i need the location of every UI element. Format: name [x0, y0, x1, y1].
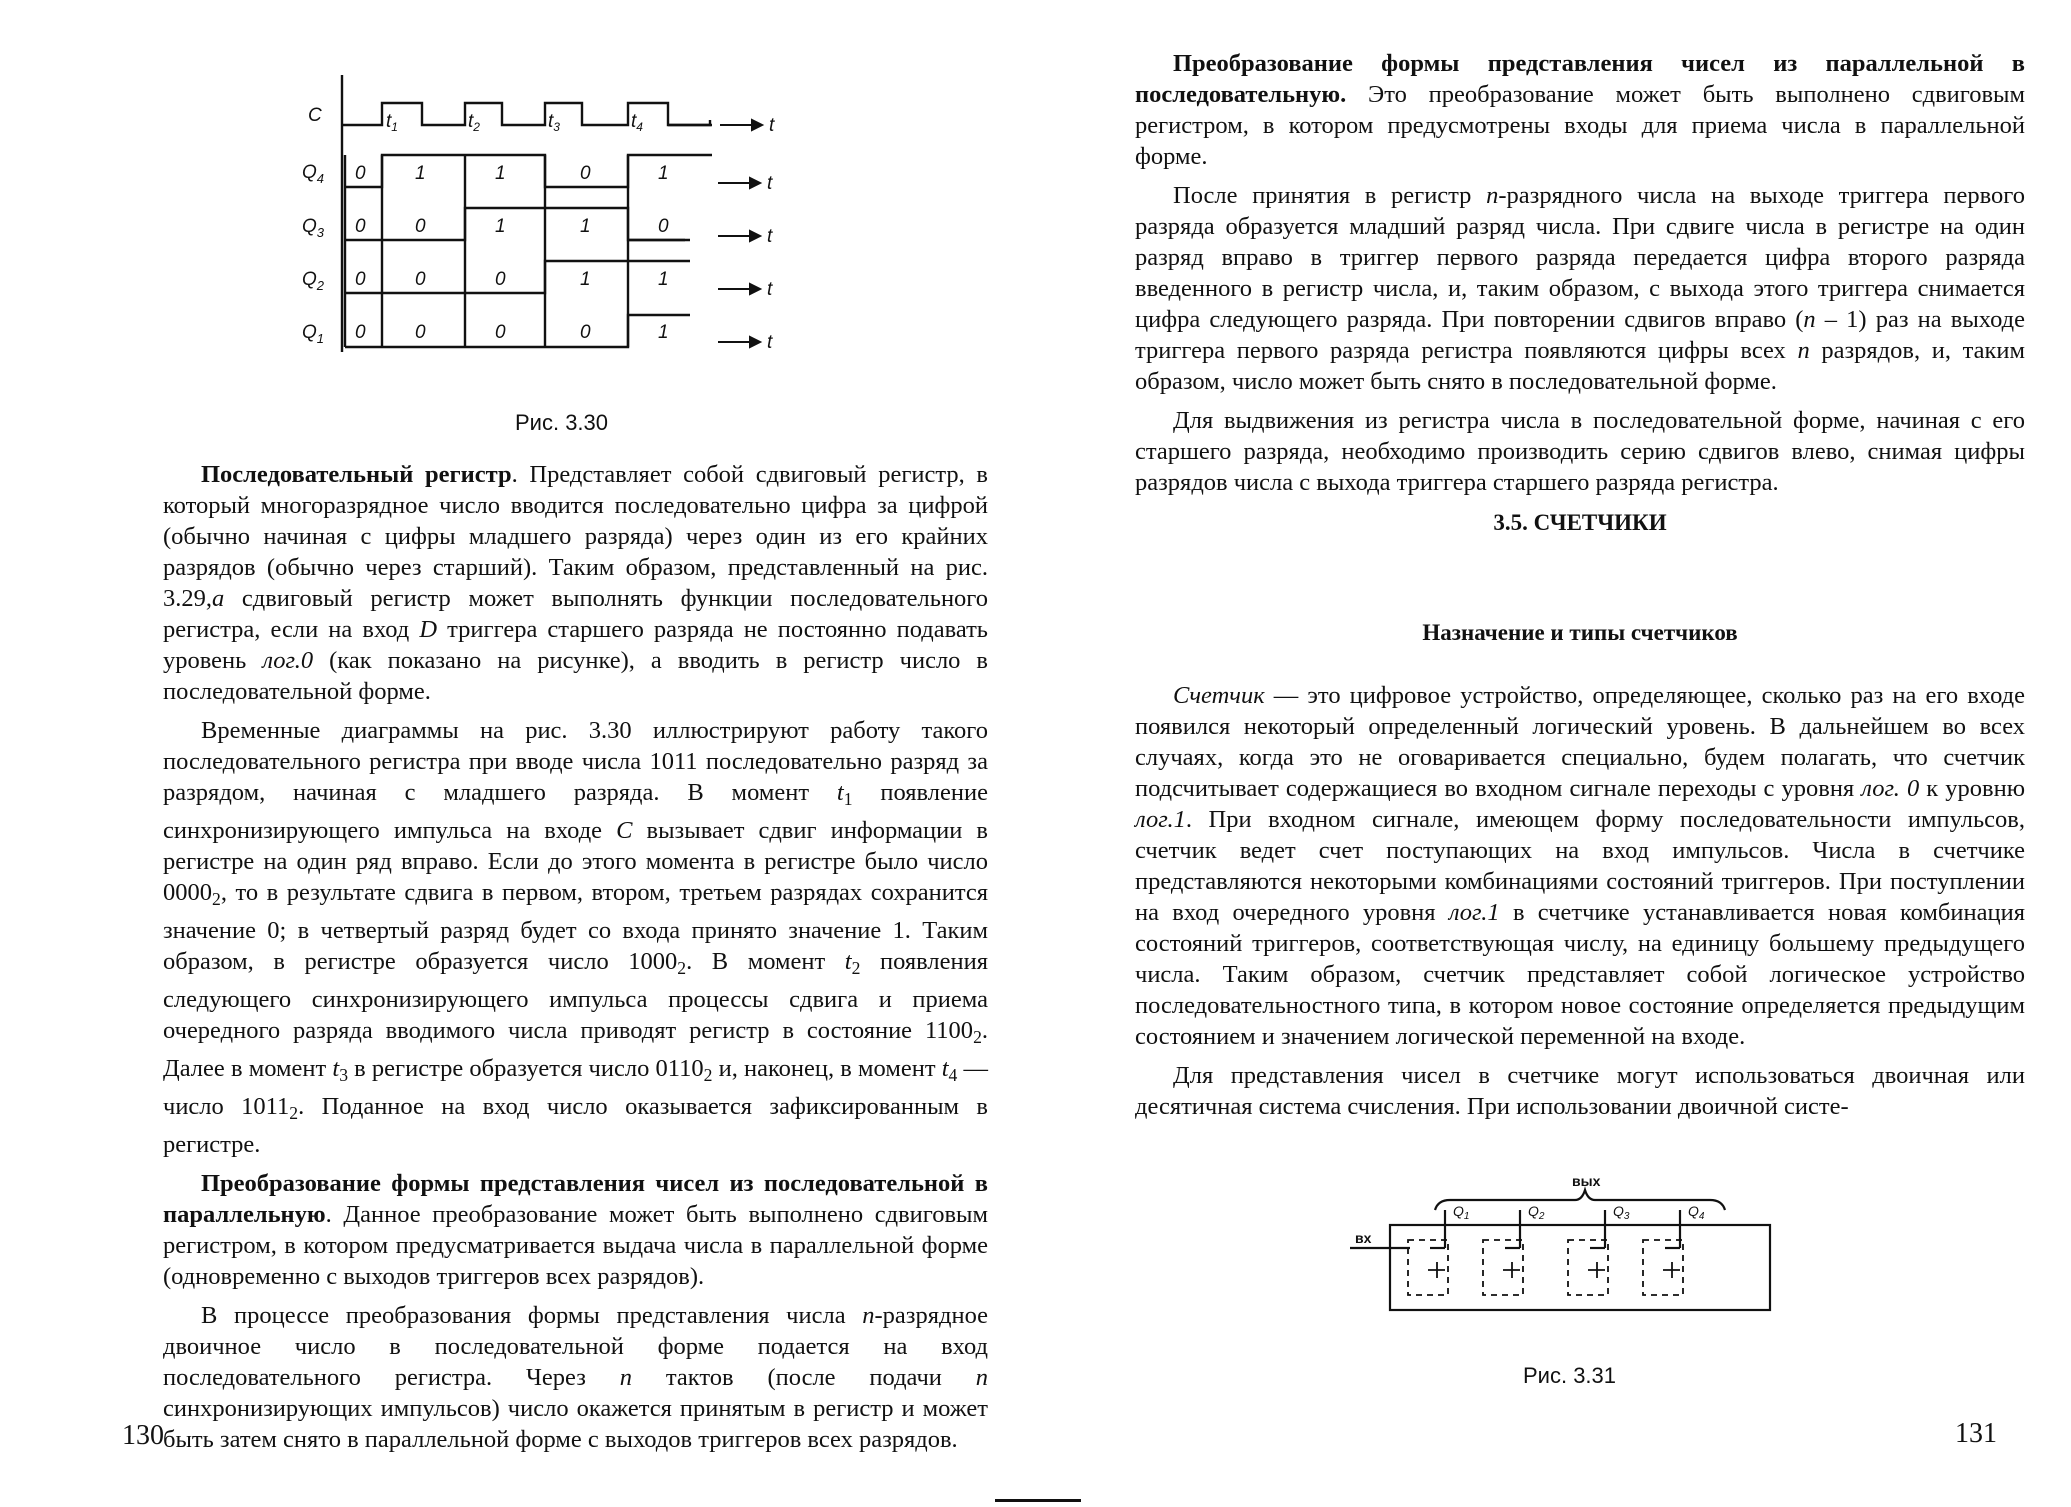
axis-label-t-0: t: [769, 115, 775, 136]
left-page: [0, 0, 1035, 1507]
output-q3: $Q_3$: [1613, 1203, 1630, 1222]
cell-q2-2: 0: [495, 269, 506, 290]
right-text-top: [1135, 48, 2025, 498]
time-label-t3: $t_3$: [548, 111, 560, 134]
subsection-heading: Назначение и типы счетчиков: [1422, 620, 1738, 645]
cell-q1-4: 1: [658, 322, 669, 343]
cell-q3-1: 0: [415, 216, 426, 237]
cell-q3-3: 1: [580, 216, 591, 237]
cell-q2-3: 1: [580, 269, 591, 290]
axis-label-t-3: t: [767, 279, 773, 300]
paragraph-after-loading: После принятия в регистр n-разрядного числа на выходе триггера первого разряда образуется младший разряд числа. При сдвиге числа в регистре на один разряд вправо в триггер первого разряда передается цифра второго разряда введенного в регистр числа, и, таким образом, с выхода этого триггера снимается цифра следующего разряда. При повторении сдвигов вправо (n – 1) раз на выходе триггера первого разряда регистра появляются цифры всех n разрядов, и, таким образом, число может быть снято в последовательной форме.: [1135, 182, 2026, 395]
signal-label-q2: $Q_2$: [302, 269, 325, 293]
time-label-t1: $t_1$: [386, 111, 398, 134]
counter-diagram: [1350, 1170, 1820, 1320]
out-label: вых: [1572, 1173, 1601, 1189]
paragraph-serial-register: Последовательный регистр. Представляет собой сдвиговый регистр, в который многоразрядное число вводится последовательно цифра за цифрой (обычно начиная с цифры младшего разряда) через один из его крайних разрядов (обычно через старший). Таким образом, представленный на рис. 3.29,а сдвиговый регистр может выполнять функции последовательного регистра, если на вход D триггера старшего разряда не постоянно подавать уровень лог.0 (как показано на рисунке), а вводить в регистр число в последовательной форме.: [163, 461, 988, 705]
paragraph-serial-to-parallel: Преобразование формы представления чисел из последовательной в параллельную. Данное преобразование может быть выполнено сдвиговым регистром, в котором предусматривается выдача числа в параллельной форме (одновременно с выходов триггеров всех разрядов).: [163, 1169, 988, 1290]
paragraph-conversion-process: В процессе преобразования формы представления числа n-разрядное двоичное число в последовательной форме подается на вход последовательного регистра. Через n тактов (после подачи n синхронизирующих импульсов) число окажется принятым в регистр и может быть затем снято в параллельной форме с выходов триггеров всех разрядов.: [163, 1301, 989, 1453]
cell-q4-2: 1: [495, 163, 506, 184]
paragraph-parallel-to-serial: Преобразование формы представления чисел из параллельной в последовательную. Это преобразование может быть выполнено сдвиговым регистром, в котором предусмотрены входы для приема числа в параллельной форме.: [1135, 50, 2025, 170]
paragraph-timing: Временные диаграммы на рис. 3.30 иллюстрируют работу такого последовательного регистра при вводе числа 1011 последовательно разряд за разрядом, начиная с младшего разряда. В момент $t_1$ появление синхронизирующего импульса на входе C вызывает сдвиг информации в регистре на один ряд вправо. Если до этого момента в регистре было число $0000_2$, то в результате сдвига в первом, втором, третьем разрядах сохранится значение 0; в четвертый разряд будет со входа принято значение 1. Таким образом, в регистре образуется число $1000_2$. В момент $t_2$ появления следующего синхронизирующего импульса процессы сдвига и приема очередного разряда вводимого числа приводят регистр в состояние $1100_2$. Далее в момент $t_3$ в регистре образуется число $0110_2$ и, наконец, в момент $t_4$ — число $1011_2$. Поданное на вход число оказывается зафиксированным в регистре.: [163, 717, 989, 1158]
figure-caption-3-30: Рис. 3.30: [515, 410, 609, 435]
right-text-bottom: [1135, 680, 2025, 1122]
cell-q4-3: 0: [580, 163, 591, 184]
signal-label-c: C: [308, 105, 322, 126]
cell-q2-0: 0: [355, 269, 366, 290]
cell-q3-2: 1: [495, 216, 506, 237]
cell-q4-4: 1: [658, 163, 669, 184]
axis-label-t-4: t: [767, 332, 773, 353]
output-q2: $Q_2$: [1528, 1203, 1545, 1222]
cell-q1-3: 0: [580, 322, 591, 343]
axis-label-t-1: t: [767, 173, 773, 194]
page-number-left: 130: [122, 1420, 164, 1451]
cell-q3-0: 0: [355, 216, 366, 237]
cell-q1-0: 0: [355, 322, 366, 343]
paragraph-shift-out: Для выдвижения из регистра числа в последовательной форме, начиная с его старшего разряда, необходимо производить серию сдвигов влево, снимая цифры разрядов числа с выхода триггера старшего разряда регистра.: [1135, 407, 2025, 496]
axis-label-t-2: t: [767, 226, 773, 247]
in-label: вх: [1355, 1230, 1372, 1246]
cell-q2-4: 1: [658, 269, 669, 290]
section-heading: 3.5. СЧЕТЧИКИ: [1493, 510, 1667, 535]
scan-edge-mark: [995, 1499, 1081, 1502]
cell-q2-1: 0: [415, 269, 426, 290]
output-q4: $Q_4$: [1688, 1203, 1705, 1222]
signal-label-q1: $Q_1$: [302, 322, 325, 346]
cell-q1-2: 0: [495, 322, 506, 343]
output-q1: $Q_1$: [1453, 1203, 1470, 1222]
figure-caption-3-31: Рис. 3.31: [1523, 1363, 1617, 1388]
signal-label-q3: $Q_3$: [302, 216, 325, 240]
page-number-right: 131: [1955, 1418, 1997, 1449]
cell-q4-1: 1: [415, 163, 426, 184]
left-text: [163, 459, 988, 1455]
signal-label-q4: $Q_4$: [302, 162, 325, 186]
cell-q3-4: 0: [658, 216, 669, 237]
right-page: [1035, 0, 2071, 1507]
cell-q1-1: 0: [415, 322, 426, 343]
cell-q4-0: 0: [355, 163, 366, 184]
time-label-t2: $t_2$: [468, 111, 480, 134]
paragraph-counter-definition: Счетчик — это цифровое устройство, определяющее, сколько раз на его входе появился некоторый определенный логический уровень. В дальнейшем во всех случаях, когда это не оговаривается специально, будем полагать, что счетчик подсчитывает содержащиеся во входном сигнале переходы с уровня лог. 0 к уровню лог.1. При входном сигнале, имеющем форму последовательности импульсов, счетчик ведет счет поступающих на вход импульсов. Числа в счетчике представляются некоторыми комбинациями состояний триггеров. При поступлении на вход очередного уровня лог.1 в счетчике устанавливается новая комбинация состояний триггеров, соответствующая числу, на единицу большему предыдущего числа. Таким образом, счетчик представляет собой логическое устройство последовательностного типа, в котором новое состояние определяется предыдущим состоянием и значением логической переменной на входе.: [1135, 682, 2025, 1050]
timing-diagram: [290, 75, 810, 375]
paragraph-number-systems: Для представления чисел в счетчике могут использоваться двоичная или десятичная система счисления. При использовании двоичной систе-: [1135, 1062, 2025, 1120]
time-label-t4: $t_4$: [631, 111, 643, 134]
